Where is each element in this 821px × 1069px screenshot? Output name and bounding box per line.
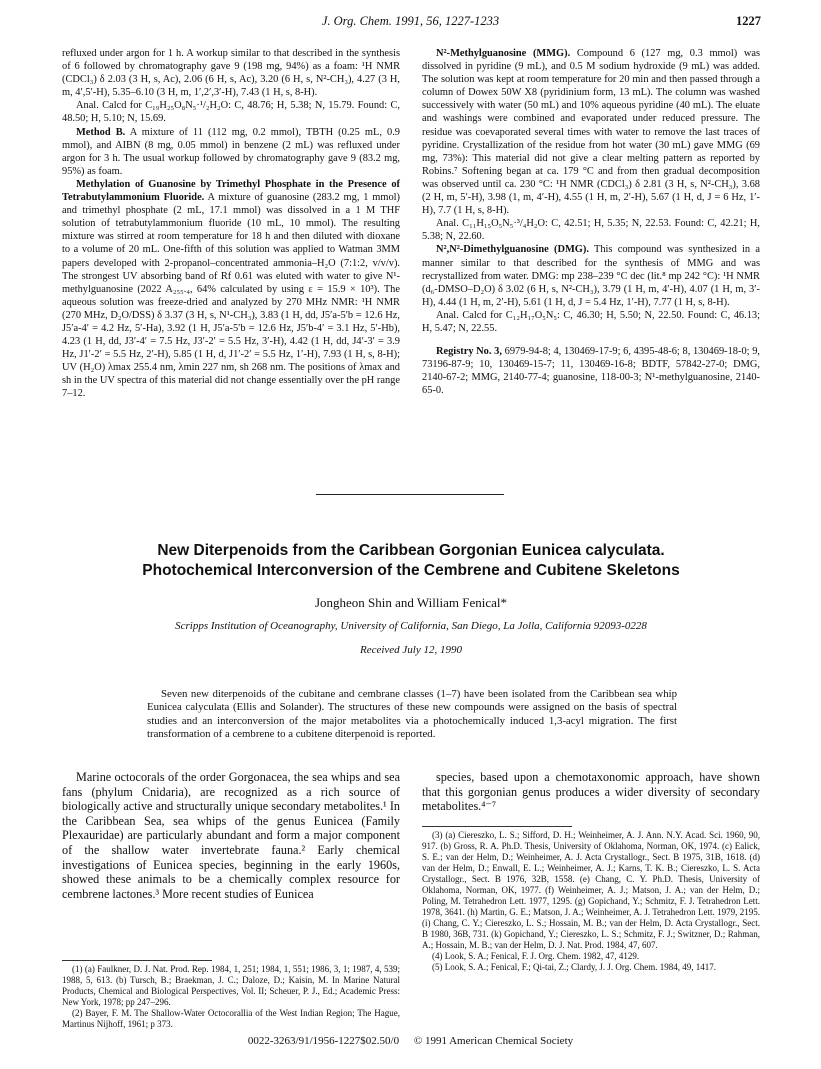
abstract: Seven new diterpenoids of the cubitane and cembrane classes (1–7) have been isolated from the Caribbean sea whip Eunicea calyculata (Ellis and Solander). The structures of these new compounds were assigned on the basis of spectral studies and an interconversion of the major metabolites via a photochemically induced 1,3-acyl migration. The first transformation of a cembrene to a cubitene diterpenoid is reported. bbox=[147, 688, 677, 740]
prev-paragraph bbox=[422, 309, 760, 335]
registry-paragraph bbox=[422, 345, 760, 397]
article-separator-rule bbox=[316, 494, 504, 495]
received-date: Received July 12, 1990 bbox=[359, 644, 462, 656]
article-code: 0022-3263/91/1956-1227$02.50/0 bbox=[247, 1035, 400, 1047]
footnote: (2) Bayer, F. M. The Shallow-Water Octocorallia of the West Indian Region; The Hague, Martinus Nijhoff, 1961; p 373. bbox=[62, 1008, 400, 1029]
body-left-column bbox=[62, 770, 400, 901]
page-number: 1227 bbox=[736, 14, 761, 28]
run-in-heading: Registry No. 3, bbox=[436, 346, 502, 358]
page-footer bbox=[0, 1035, 821, 1047]
footnote: (3) (a) Ciereszko, L. S.; Sifford, D. H.; Weinheimer, A. J. Ann. N.Y. Acad. Sci. 1960, 90, 917. (b) Gross, R. A. Ph.D. Thesis, University of Oklahoma, Norman, OK, 1974. (c) Ealick, S. E.; van der Helm, D.; Weinheimer, A. J. Acta Crystallogr., Sect. B 1975, 31B, 1618. (d) van der Helm, D.; Enwall, E. L.; Weinheimer, A. J.; Karns, T. K. B.; Ciereszko, L. S. Acta Crystallogr., Sect. B 1976, 32B, 1558. (e) Chang, C. Y. Ph.D. Thesis, University of Oklahoma, Norman, OK, 1977. (f) Weinheimer, A. J.; Matson, J. A.; van der Helm, D.; Poling, M. Tetrahedron Lett. 1977, 1295. (g) Gopichand, Y.; Schmitz, F. J. Tetrahedron Lett. 1978, 3641. (h) Martin, G. E.; Matson, J. A.; Weinheimer, A. J. Tetrahedron Lett. 1979, 2195. (i) Chang, C. Y.; Ciereszko, L. S.; Hossain, M. B.; van der Helm, D. Acta Crystallogr., Sect. B 1980, 36B, 731. (k) Gopichand, Y.; Ciereszko, L. S.; Schmitz, F. J.; Switzner, D.; Rahman, A.; Hossain, M. B.; van der Helm, D. J. Nat. Prod. 1984, 47, 607. bbox=[422, 830, 760, 950]
prev-paragraph bbox=[422, 243, 760, 308]
run-in-heading: Method B. bbox=[76, 126, 126, 138]
previous-article-right-column bbox=[422, 47, 760, 397]
paragraph-text: Compound 6 (127 mg, 0.3 mmol) was dissolved in pyridine (9 mL), and 0.5 M sodium hydroxide (9 mL) was added. The solution was kept at room temperature for 20 min and then passed through a column of Dowex 50W X8 (pyridinium form, 13 mL). The column was washed successively with water (50 mL) and 10% aqueous pyridine (40 mL). The eluate and washings were combined and evaporated under reduced pressure. The residue was coevaporated several times with water to remove the last traces of pyridine. Crystallization of the residue from hot water (30 mL) gave MMG (69 mg, 73%): This material did not give a clear melting pattern as reported by Robins.⁷ Softening began at ca. 179 °C and from then gradual decomposition was observed until ca. 230 °C: ¹H NMR (CDCl₃) δ 2.81 (3 H, s, N²-CH₃), 3.68 (2 H, m, 5′-H), 3.98 (1, m, 4′-H), 4.55 (1 H, m, 2′-H), 5.67 (1 H, d, J = 6 Hz, 1′-H), 7.7 (1 H, s, 8-H). bbox=[422, 48, 760, 217]
body-paragraph: Marine octocorals of the order Gorgonacea, the sea whips and sea fans (phylum Cnidaria), are recognized as a rich source of biologically active and structurally unique secondary metabolites.¹ In the Caribbean Sea, sea whips of the genus Eunicea (Family Plexauridae) are particularly abundant and form a major component of the shallow water invertebrate fauna.² Early chemical investigations of Eunicea species, beginning in the early 1960s, showed these animals to be a chemically complex resource for cembrene lactones.³ More recent studies of Eunicea bbox=[62, 770, 400, 901]
footnote-rule bbox=[62, 960, 212, 961]
footnote-rule bbox=[422, 826, 572, 827]
footnote: (1) (a) Faulkner, D. J. Nat. Prod. Rep. 1984, 1, 251; 1984, 1, 551; 1986, 3, 1; 1987, 4, 539; 1988, 5, 613. (b) Tursch, B.; Braekman, J. C.; Daloze, D.; Kaisin, M. In Marine Natural Products, Chemical and Biological Perspectives, Vol. II; Scheuer, P. J., Ed.; Academic Press: New York, 1978; pp 247–296. bbox=[62, 964, 400, 1007]
run-in-heading: N²,N²-Dimethylguanosine (DMG). bbox=[436, 244, 589, 256]
title-line-1: New Diterpenoids from the Caribbean Gorgonian Eunicea calyculata. bbox=[157, 542, 665, 559]
prev-paragraph bbox=[422, 47, 760, 217]
paragraph-text: A mixture of guanosine (283.2 mg, 1 mmol) and trimethyl phosphate (2 mL, 17.1 mmol) was dissolved in a 1 M THF solution of tetrabutylammonium fluoride (10 mL, 10 mmol). The resulting mixture was stirred at room temperature for 18 h and then diluted with dioxane to a volume of 20 mL. One-fifth of this solution was applied to Watman 3MM papers developed with 2-propanol–concentrated ammonia–H₂O (7:1:2, v/v/v). The strongest UV absorbing band of Rf 0.61 was eluted with water to give N¹-methylguanosine (2022 A₂₅₅.₄, 64% calculated by using ε = 15.9 × 10³). The aqueous solution was freeze-dried and analyzed by 270 MHz NMR: ¹H NMR (270 MHz, D₂O/DSS) δ 3.37 (3 H, s, N¹-CH₃), 3.83 (1 H, dd, J5′a-5′b = 12.6 Hz, J5′a-4′ = 4.2 Hz, 5′-Ha), 3.92 (1 H, J5′a-5′b = 12.6 Hz, J5′b-4′ = 3.1 Hz, 5′-Hb), 4.23 (1 H, dd, J3′-4′ = 7.5 Hz, J3′-2′ = 5.5 Hz, 3′-H), 4.42 (1 H, dd, J4′-3′ = 3.9 Hz, J1′-2′ = 5.5 Hz, 2′-H), 5.85 (1 H, d, J1′-2′ = 5.5 Hz, 1′-H), 7.93 (1 H, s, 8-H); UV (H₂O) λmax 255.4 nm, λmin 227 nm, sh 268 nm. The positions of λmax and sh in the UV spectra of this material did not change essentially over the pH range 7–12. bbox=[62, 192, 400, 400]
paragraph-text: Anal. C₁₁H₁₅O₅N₅·³/₄H₂O: C, 42.51; H, 5.35; N, 22.53. Found: C, 42.21; H, 5.38; N, 22.60. bbox=[422, 218, 760, 243]
paragraph-text: 6979-94-8; 4, 130469-17-9; 6, 4395-48-6; 8, 130469-18-0; 9, 73196-87-9; 10, 130469-15-7; 11, 130469-16-8; BDTF, 57842-27-0; DMG, 2140-67-2; MMG, 2140-77-4; guanosine, 118-00-3; N¹-methylguanosine, 2140-65-0. bbox=[422, 346, 760, 397]
paragraph-text: Anal. Calcd for C₁₂H₁₇O₅N₅: C, 46.30; H, 5.50; N, 22.50. Found: C, 46.13; H, 5.47; N, 22.55. bbox=[422, 309, 760, 334]
paragraph-text: refluxed under argon for 1 h. A workup similar to that described in the synthesis of 6 followed by chromatography gave 9 (198 mg, 94%) as a foam: ¹H NMR (CDCl₃) δ 2.03 (3 H, s, Ac), 2.06 (6 H, s, Ac), 3.20 (6 H, s, N²-CH₃), 4.27 (3 H, m, 4′,5′-H), 5.35–6.10 (3 H, m, 1′,2′,3′-H), 7.43 (1 H, s, 8-H). bbox=[62, 48, 400, 99]
prev-paragraph bbox=[422, 217, 760, 243]
prev-paragraph bbox=[62, 99, 400, 125]
running-header bbox=[0, 14, 821, 36]
article-title bbox=[62, 541, 760, 581]
prev-paragraph bbox=[62, 126, 400, 178]
body-paragraph: species, based upon a chemotaxonomic approach, have shown that this gorgonian genus produces a wider diversity of secondary metabolites.⁴⁻⁷ bbox=[422, 770, 760, 814]
footnote: (5) Look, S. A.; Fenical, F.; Qi-tai, Z.; Clardy, J. J. Org. Chem. 1984, 49, 1417. bbox=[432, 962, 717, 972]
previous-article-left-column bbox=[62, 47, 400, 401]
footnote: (4) Look, S. A.; Fenical, F. J. Org. Chem. 1982, 47, 4129. bbox=[432, 951, 640, 961]
footnotes-right bbox=[422, 826, 760, 973]
authors: Jongheon Shin and William Fenical* bbox=[314, 595, 508, 610]
prev-paragraph bbox=[62, 178, 400, 401]
paragraph-text: Anal. Calcd for C₁₉H₂₅O₈N₅·¹/₂H₂O: C, 48.76; H, 5.38; N, 15.79. Found: C, 48.50; H, 5.10; N, 15.69. bbox=[62, 100, 400, 125]
run-in-heading: Methylation of Guanosine by Trimethyl Phosphate in the Presence of Tetrabutylammonium Fluoride. bbox=[62, 178, 400, 204]
body-right-column bbox=[422, 770, 760, 814]
paragraph-text: A mixture of 11 (112 mg, 0.2 mmol), TBTH (0.25 mL, 0.9 mmol), and AIBN (8 mg, 0.05 mmol) in benzene (2 mL) was refluxed under argon for 3 h. The usual workup followed by chromatography gave 9 (83.2 mg, 95%) as foam. bbox=[62, 126, 400, 177]
article-heading bbox=[62, 541, 760, 656]
footnotes-left bbox=[62, 960, 400, 1030]
paragraph-text: This compound was synthesized in a manner similar to that described for the synthesis of MMG and was recrystallized from water. DMG: mp 238–239 °C dec (lit.⁸ mp 242 °C): ¹H NMR (d₆-DMSO–D₂O) δ 3.02 (6 H, s, N²-CH₃), 3.79 (1 H, m, 4′-H), 4.07 (1 H, m, 3′-H), 4.44 (1 H, m, 2′-H), 5.61 (1 H, d, J = 5.4 Hz, 1′-H), 7.77 (1 H, s, 8-H). bbox=[422, 244, 760, 308]
title-line-2: Photochemical Interconversion of the Cembrene and Cubitene Skeletons bbox=[142, 562, 680, 579]
run-in-heading: N²-Methylguanosine (MMG). bbox=[436, 48, 571, 59]
copyright: © 1991 American Chemical Society bbox=[413, 1035, 574, 1047]
affiliation: Scripps Institution of Oceanography, University of California, San Diego, La Jolla, California 92093-0228 bbox=[175, 620, 647, 632]
journal-citation: J. Org. Chem. 1991, 56, 1227-1233 bbox=[321, 14, 500, 28]
prev-paragraph bbox=[62, 47, 400, 99]
